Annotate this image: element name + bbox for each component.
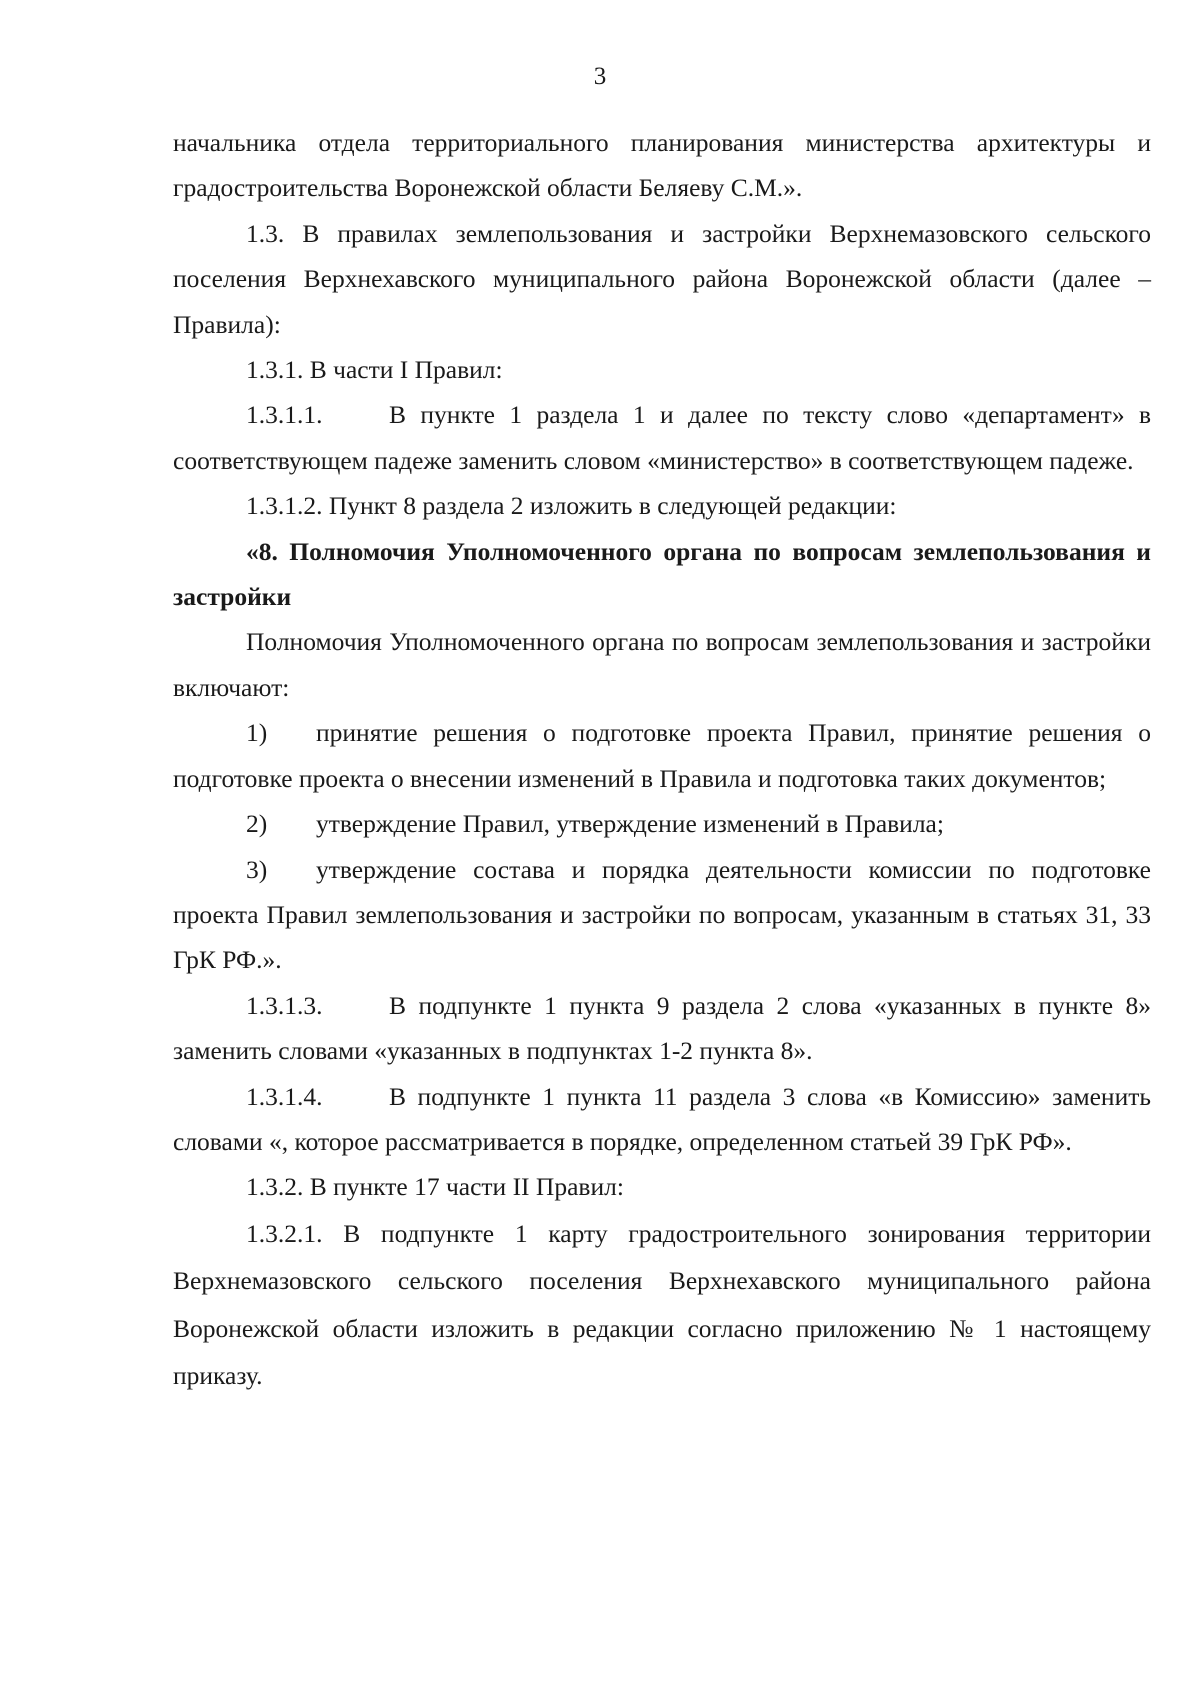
paragraph-text: В пункте 1 раздела 1 и далее по тексту слово «департамент» в соответствующем падеже заменить словом «министерство» в соответствующем падеже. <box>173 400 1151 475</box>
paragraph-1-3-2-1: 1.3.2.1. В подпункте 1 карту градостроительного зонирования территории Верхнемазовского сельского поселения Верхнехавского муниципального района Воронежской области изложить в редакции согласно приложению № 1 настоящему приказу. <box>173 1218 1151 1391</box>
list-item-number: 3) <box>246 854 268 884</box>
paragraph-1-3-1-1 <box>173 392 1151 483</box>
paragraph-1-3-1-2: 1.3.1.2. Пункт 8 раздела 2 изложить в следующей редакции: <box>246 491 897 521</box>
paragraph-1-3-1-4 <box>173 1074 1151 1165</box>
paragraph-1-3: 1.3. В правилах землепользования и застройки Верхнемазовского сельского поселения Верхнехавского муниципального района Воронежской области (далее – Правила): <box>173 218 1151 339</box>
section-heading: «8. Полномочия Уполномоченного органа по вопросам землепользования и застройки <box>173 536 1151 612</box>
document-body <box>173 120 1151 1400</box>
list-item-number: 1) <box>246 718 268 748</box>
paragraph-1-3-1-3 <box>173 983 1151 1074</box>
paragraph-text: В подпункте 1 пункта 9 раздела 2 слова «указанных в пункте 8» заменить словами «указанных в подпунктах 1-2 пункта 8». <box>173 990 1151 1066</box>
paragraph-powers-intro: Полномочия Уполномоченного органа по вопросам землепользования и застройки включают: <box>173 627 1151 702</box>
list-item-text: утверждение состава и порядка деятельности комиссии по подготовке проекта Правил землепользования и застройки по вопросам, указанным в статьях 31, 33 ГрК РФ.». <box>173 854 1151 975</box>
paragraph-number: 1.3.1.3. <box>246 990 323 1020</box>
list-item-number: 2) <box>246 809 268 839</box>
paragraph-number: 1.3.1.4. <box>246 1081 323 1111</box>
list-item-text: утверждение Правил, утверждение изменений в Правила; <box>316 809 944 839</box>
paragraph-continuation: начальника отдела территориального планирования министерства архитектуры и градостроительства Воронежской области Беляеву С.М.». <box>173 128 1151 203</box>
paragraph-number: 1.3.1.1. <box>246 400 323 430</box>
list-item <box>173 801 1151 846</box>
page-number: 3 <box>593 63 607 90</box>
list-item <box>173 710 1151 801</box>
paragraph-text: В подпункте 1 пункта 11 раздела 3 слова «в Комиссию» заменить словами «, которое рассматривается в порядке, определенном статьей 39 ГрК РФ». <box>173 1081 1151 1156</box>
list-item <box>173 847 1151 983</box>
list-item-text: принятие решения о подготовке проекта Правил, принятие решения о подготовке проекта о внесении изменений в Правила и подготовка таких документов; <box>173 718 1151 793</box>
paragraph-1-3-1: 1.3.1. В части I Правил: <box>246 355 503 385</box>
paragraph-1-3-2: 1.3.2. В пункте 17 части II Правил: <box>246 1172 624 1202</box>
